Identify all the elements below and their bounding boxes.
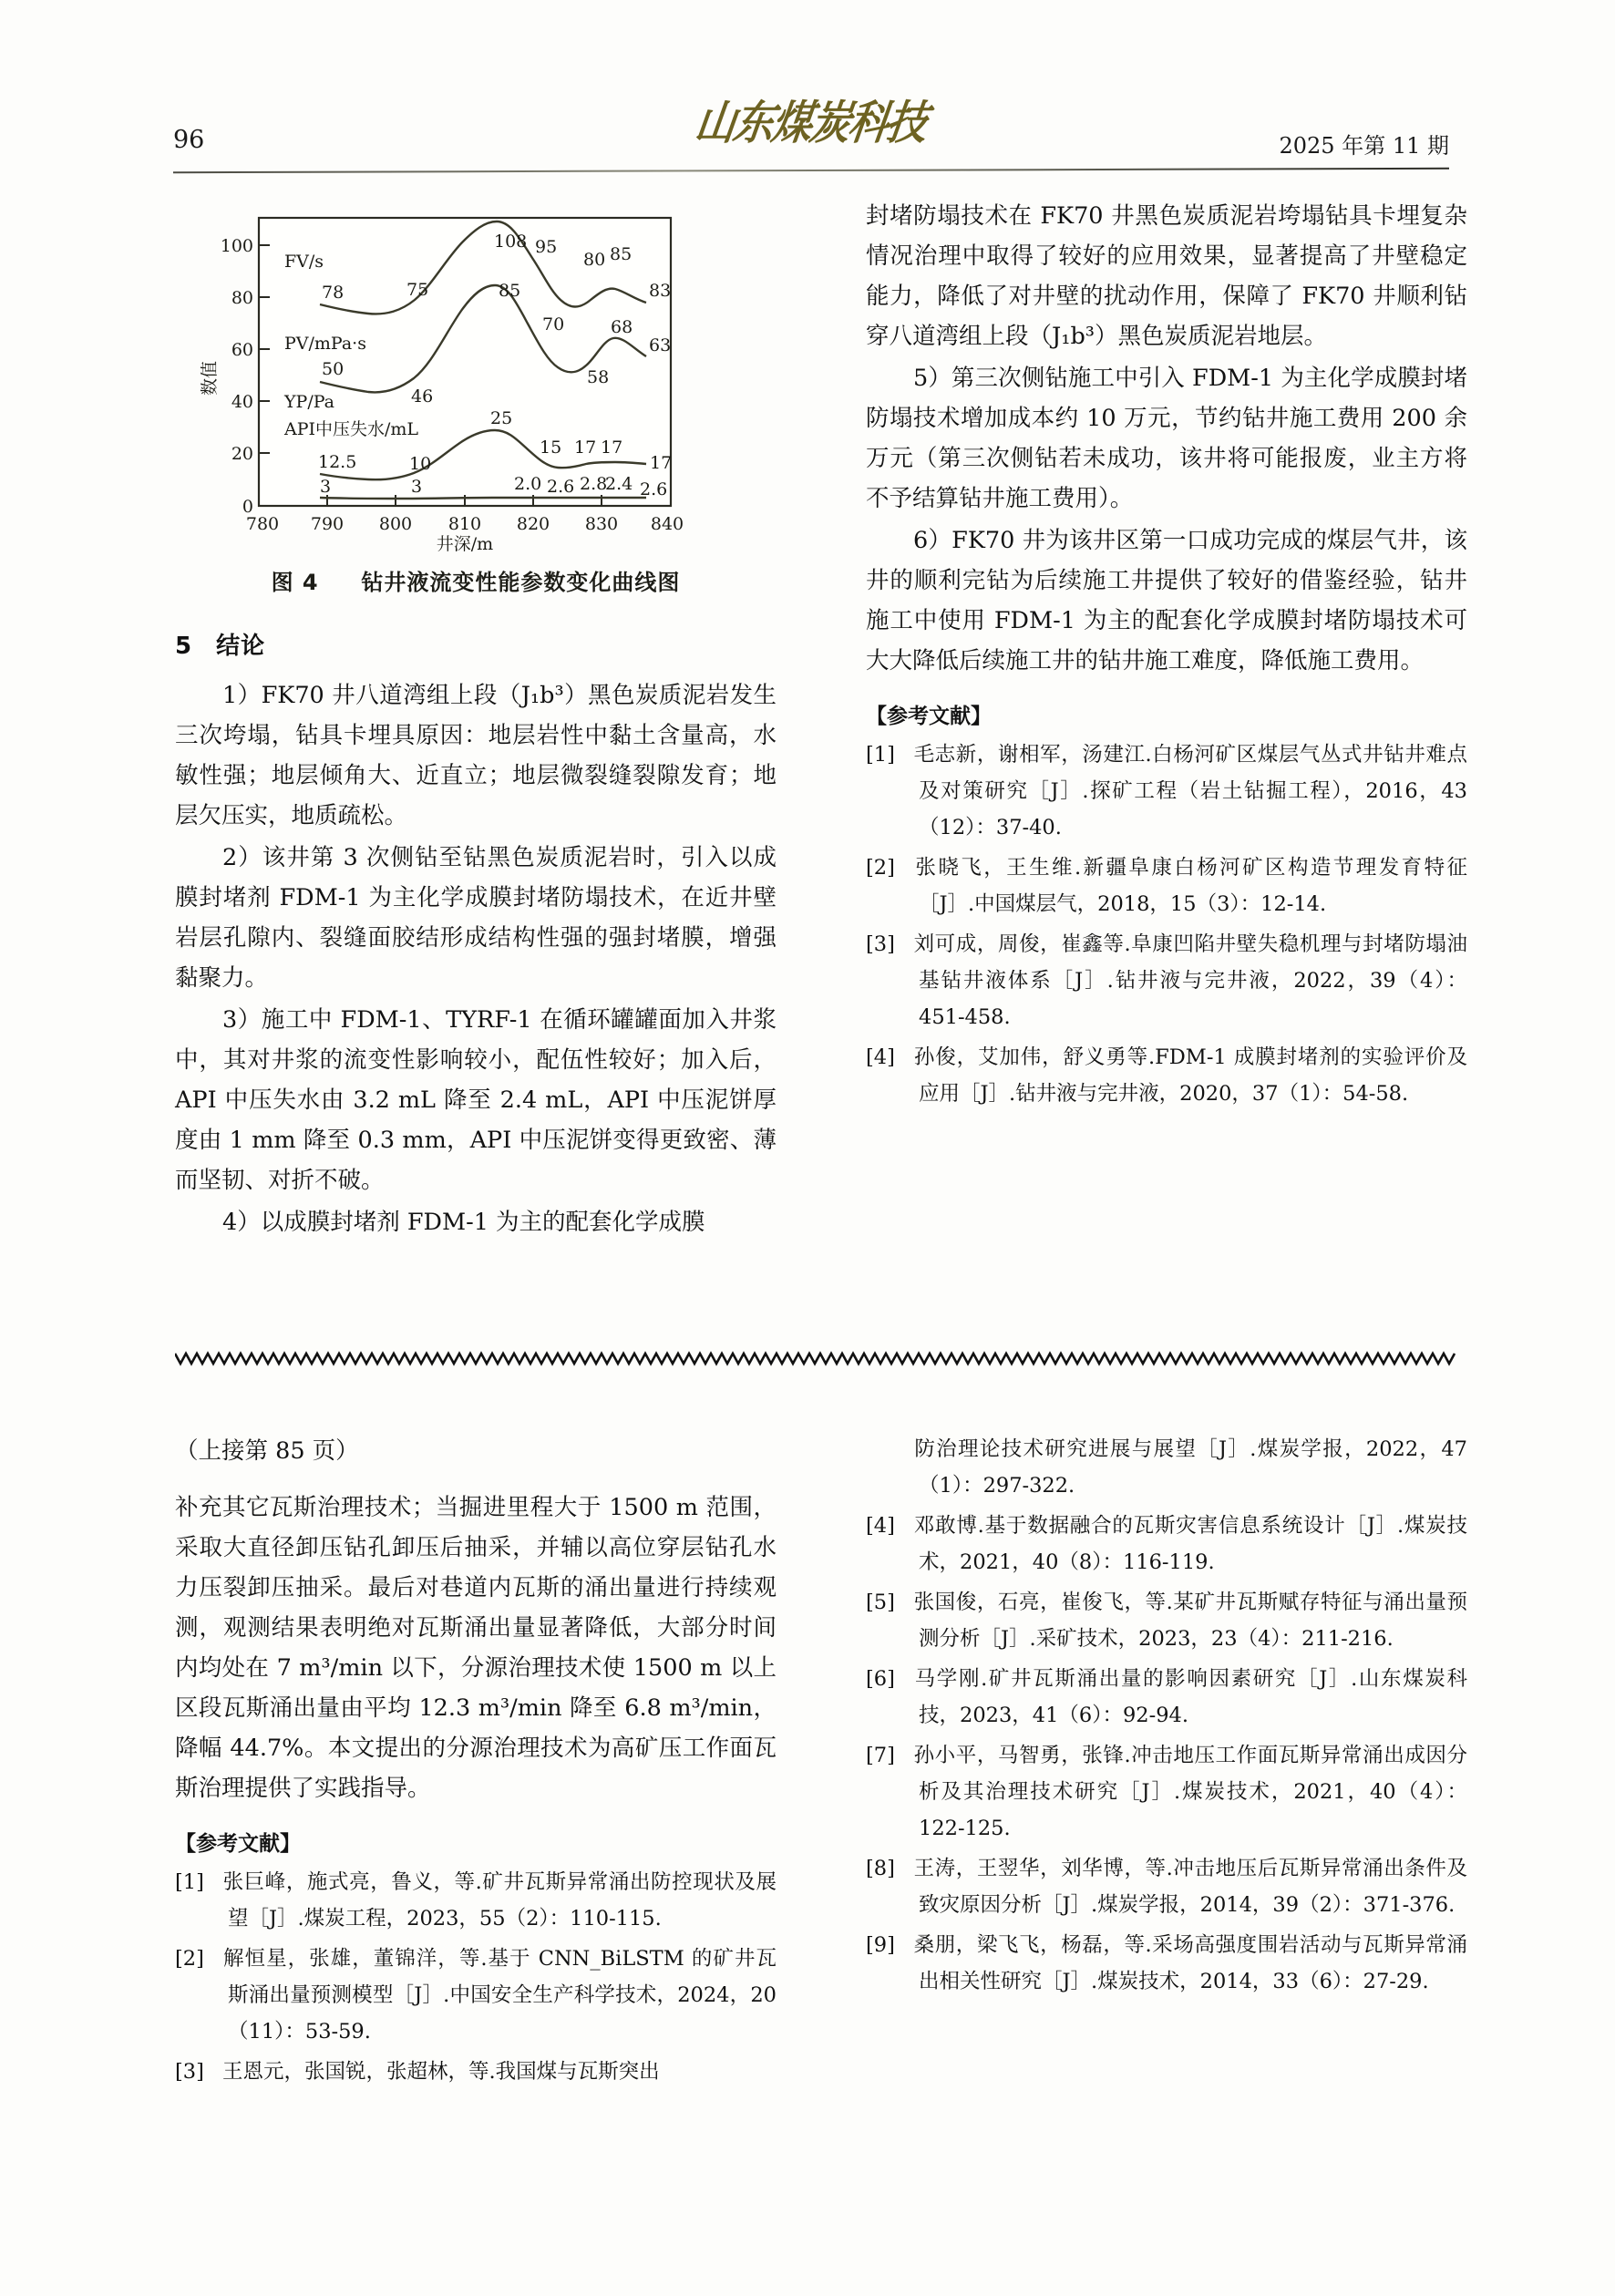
svg-text:25: 25 bbox=[490, 408, 513, 428]
issue-label: 2025 年第 11 期 bbox=[1279, 133, 1449, 159]
reference-item bbox=[866, 1039, 1467, 1112]
series-label-fv: FV/s bbox=[284, 252, 324, 272]
svg-text:63: 63 bbox=[649, 335, 672, 355]
conclusion-paragraph-4: 4）以成膜封堵剂 FDM-1 为主的配套化学成膜 bbox=[222, 1209, 705, 1236]
svg-text:20: 20 bbox=[231, 444, 253, 464]
figure-caption bbox=[175, 564, 777, 596]
section-number: 5 bbox=[175, 633, 193, 660]
reference-text: 孙小平，马智勇，张锋.冲击地压工作面瓦斯异常涌出成因分析及其治理技术研究［J］.煤炭技术，2021，40（4）：122-125. bbox=[913, 1744, 1467, 1840]
svg-text:780: 780 bbox=[245, 514, 280, 534]
svg-text:50: 50 bbox=[322, 359, 345, 379]
reference-item bbox=[175, 2054, 777, 2090]
reference-tag: [2] bbox=[175, 1947, 204, 1971]
svg-text:2.4: 2.4 bbox=[605, 474, 633, 494]
reference-item bbox=[866, 849, 1467, 922]
svg-text:68: 68 bbox=[611, 317, 633, 337]
reference-text: 马学刚.矿井瓦斯涌出量的影响因素研究［J］.山东煤炭科技，2023，41（6）：92-94. bbox=[913, 1667, 1467, 1727]
svg-text:0: 0 bbox=[242, 497, 253, 517]
wavy-section-divider bbox=[175, 1351, 1462, 1371]
svg-text:17: 17 bbox=[601, 438, 623, 458]
svg-text:2.0: 2.0 bbox=[514, 474, 542, 494]
right-paragraph-1: 封堵防塌技术在 FK70 井黑色炭质泥岩垮塌钻具卡埋复杂情况治理中取得了较好的应用效果，显著提高了井壁稳定能力，降低了对井壁的扰动作用，保障了 FK70 井顺利钻穿八道湾组上段（J₁b³）黑色炭质泥岩地层。 bbox=[866, 202, 1467, 350]
journal-title: 山东煤炭科技 bbox=[692, 96, 930, 150]
svg-text:108: 108 bbox=[494, 232, 528, 252]
svg-text:85: 85 bbox=[610, 244, 633, 264]
reference-text: 防治理论技术研究进展与展望［J］.煤炭学报，2022，47（1）：297-322. bbox=[913, 1437, 1467, 1498]
right-column-top bbox=[866, 196, 1467, 1116]
reference-text: 毛志新，谢相军，汤建江.白杨河矿区煤层气丛式井钻井难点及对策研究［J］.探矿工程（岩土钻掘工程），2016，43（12）：37-40. bbox=[913, 743, 1467, 839]
svg-text:2.6: 2.6 bbox=[640, 479, 668, 499]
reference-item bbox=[866, 926, 1467, 1035]
svg-text:17: 17 bbox=[574, 438, 597, 458]
y-axis-title: 数值 bbox=[200, 360, 220, 396]
reference-text: 张晓飞，王生维.新疆阜康白杨河矿区构造节理发育特征［J］.中国煤层气，2018，15（3）：12-14. bbox=[913, 856, 1467, 916]
reference-item bbox=[866, 1737, 1467, 1847]
conclusion-paragraph-3: 3）施工中 FDM-1、TYRF-1 在循环罐罐面加入井浆中，其对井浆的流变性影响较小，配伍性较好；加入后，API 中压失水由 3.2 mL 降至 2.4 mL，API 中压泥饼厚度由 1 mm 降至 0.3 mm，API 中压泥饼变得更致密、薄而坚韧、对折不破。 bbox=[175, 1006, 777, 1194]
section-heading-conclusion bbox=[175, 627, 777, 661]
svg-text:78: 78 bbox=[322, 283, 345, 303]
reference-tag: [7] bbox=[866, 1744, 895, 1767]
svg-text:85: 85 bbox=[499, 281, 521, 301]
reference-text: 邓敢博.基于数据融合的瓦斯灾害信息系统设计［J］.煤炭技术，2021，40（8）：116-119. bbox=[913, 1514, 1467, 1574]
reference-text: 孙俊，艾加伟，舒义勇等.FDM-1 成膜封堵剂的实验评价及应用［J］.钻井液与完井液，2020，37（1）：54-58. bbox=[913, 1045, 1467, 1106]
svg-text:100: 100 bbox=[220, 236, 253, 256]
left-column-bottom bbox=[175, 1431, 777, 2094]
reference-tag: [2] bbox=[866, 856, 895, 880]
svg-text:83: 83 bbox=[649, 281, 672, 301]
reference-tag: [3] bbox=[866, 932, 895, 956]
svg-text:2.6: 2.6 bbox=[547, 477, 575, 497]
svg-text:17: 17 bbox=[650, 453, 673, 473]
svg-text:60: 60 bbox=[231, 340, 253, 360]
svg-text:46: 46 bbox=[411, 386, 434, 407]
reference-tag: [8] bbox=[866, 1857, 895, 1880]
conclusion-paragraph-2: 2）该井第 3 次侧钻至钻黑色炭质泥岩时，引入以成膜封堵剂 FDM-1 为主化学成膜封堵防塌技术，在近井壁岩层孔隙内、裂缝面胶结形成结构性强的强封堵膜，增强黏聚力。 bbox=[175, 844, 777, 992]
reference-tag: [4] bbox=[866, 1514, 895, 1538]
svg-text:40: 40 bbox=[231, 392, 253, 412]
svg-text:840: 840 bbox=[650, 514, 684, 534]
right-paragraph-3: 6）FK70 井为该井区第一口成功完成的煤层气井，该井的顺利完钻为后续施工井提供了较好的借鉴经验，钻井施工中使用 FDM-1 为主的配套化学成膜封堵防塌技术可大大降低后续施工井的钻井施工难度，降低施工费用。 bbox=[866, 527, 1467, 674]
conclusion-paragraph-1: 1）FK70 井八道湾组上段（J₁b³）黑色炭质泥岩发生三次垮塌，钻具卡埋具原因：地层岩性中黏土含量高，水敏性强；地层倾角大、近直立；地层微裂缝裂隙发育；地层欠压实，地质疏松。 bbox=[175, 682, 777, 829]
series-label-pv: PV/mPa·s bbox=[284, 334, 366, 354]
references-heading: 【参考文献】 bbox=[175, 1832, 301, 1856]
reference-tag: [9] bbox=[866, 1933, 895, 1957]
reference-tag: [1] bbox=[866, 743, 895, 767]
series-label-api: API中压失水/mL bbox=[284, 419, 419, 439]
bottom-left-paragraph-1: 补充其它瓦斯治理技术；当掘进里程大于 1500 m 范围，采取大直径卸压钻孔卸压后抽采，并辅以高位穿层钻孔水力压裂卸压抽采。最后对巷道内瓦斯的涌出量进行持续观测，观测结果表明绝对瓦斯涌出量显著降低，大部分时间内均处在 7 m³/min 以下，分源治理技术使 1500 m 以上区段瓦斯涌出量由平均 12.3 m³/min 降至 6.8 m³/min，降幅 44.7%。本文提出的分源治理技术为高矿压工作面瓦斯治理提供了实践指导。 bbox=[175, 1494, 777, 1802]
svg-text:800: 800 bbox=[378, 514, 413, 534]
reference-item bbox=[866, 1508, 1467, 1580]
svg-text:80: 80 bbox=[583, 250, 606, 270]
rheology-line-chart bbox=[193, 205, 704, 551]
svg-text:10: 10 bbox=[409, 454, 432, 474]
reference-item bbox=[175, 1864, 777, 1937]
svg-text:95: 95 bbox=[535, 237, 558, 257]
reference-tag: [3] bbox=[175, 2060, 204, 2084]
figure-caption-text: 钻井液流变性能参数变化曲线图 bbox=[361, 570, 681, 595]
figure-4-chart bbox=[193, 205, 704, 551]
references-heading: 【参考文献】 bbox=[866, 705, 992, 728]
reference-tag: [5] bbox=[866, 1591, 895, 1614]
svg-text:70: 70 bbox=[542, 314, 565, 335]
reference-tag: [6] bbox=[866, 1667, 895, 1691]
svg-text:3: 3 bbox=[411, 477, 423, 497]
reference-item bbox=[866, 1584, 1467, 1657]
reference-text: 桑朋，梁飞飞，杨磊，等.采场高强度围岩活动与瓦斯异常涌出相关性研究［J］.煤炭技术，2014，33（6）：27-29. bbox=[913, 1933, 1467, 1993]
reference-item bbox=[866, 1431, 1467, 1504]
svg-text:58: 58 bbox=[587, 367, 610, 387]
reference-text: 张巨峰，施式亮，鲁义，等.矿井瓦斯异常涌出防控现状及展望［J］.煤炭工程，2023，55（2）：110-115. bbox=[222, 1870, 777, 1930]
svg-text:2.8: 2.8 bbox=[580, 474, 608, 494]
x-axis-title: 井深/m bbox=[436, 534, 494, 551]
wavy-divider-svg bbox=[175, 1351, 1462, 1371]
reference-text: 王恩元，张国锐，张超林，等.我国煤与瓦斯突出 bbox=[222, 2060, 660, 2084]
svg-text:790: 790 bbox=[310, 514, 345, 534]
reference-item bbox=[866, 736, 1467, 846]
svg-text:75: 75 bbox=[406, 280, 429, 300]
reference-text: 张国俊，石亮，崔俊飞，等.某矿井瓦斯赋存特征与涌出量预测分析［J］.采矿技术，2023，23（4）：211-216. bbox=[913, 1591, 1467, 1651]
reference-tag: [4] bbox=[866, 1045, 895, 1069]
svg-text:15: 15 bbox=[540, 438, 562, 458]
reference-tag: [1] bbox=[175, 1870, 204, 1894]
svg-text:12.5: 12.5 bbox=[318, 452, 357, 472]
svg-text:80: 80 bbox=[231, 288, 253, 308]
figure-caption-label: 图 4 bbox=[271, 570, 319, 595]
left-column-top bbox=[175, 196, 777, 1244]
page-header bbox=[173, 96, 1449, 173]
right-paragraph-2: 5）第三次侧钻施工中引入 FDM-1 为主化学成膜封堵防塌技术增加成本约 10 万元，节约钻井施工费用 200 余万元（第三次侧钻若未成功，该井将可能报废，业主方将不予结算钻井施工费用）。 bbox=[866, 365, 1467, 512]
svg-text:830: 830 bbox=[584, 514, 619, 534]
series-label-yp: YP/Pa bbox=[284, 392, 334, 412]
reference-text: 王涛，王翌华，刘华博，等.冲击地压后瓦斯异常涌出条件及致灾原因分析［J］.煤炭学报，2014，39（2）：371-376. bbox=[913, 1857, 1467, 1917]
right-column-bottom bbox=[866, 1431, 1467, 2003]
api-curve bbox=[320, 498, 646, 499]
svg-text:3: 3 bbox=[320, 477, 332, 497]
svg-text:820: 820 bbox=[516, 514, 550, 534]
svg-text:810: 810 bbox=[447, 514, 482, 534]
section-title: 结论 bbox=[216, 633, 266, 660]
reference-text: 解恒星，张雄，董锦洋，等.基于 CNN_BiLSTM 的矿井瓦斯涌出量预测模型［J］.中国安全生产科学技术，2024，20（11）：53-59. bbox=[222, 1947, 777, 2044]
page-number: 96 bbox=[173, 126, 205, 154]
continuation-note: （上接第 85 页） bbox=[175, 1437, 359, 1465]
reference-item bbox=[866, 1850, 1467, 1923]
reference-item bbox=[175, 1941, 777, 2050]
reference-item bbox=[866, 1927, 1467, 2000]
reference-text: 刘可成，周俊，崔鑫等.阜康凹陷井壁失稳机理与封堵防塌油基钻井液体系［J］.钻井液与完井液，2022，39（4）：451-458. bbox=[913, 932, 1467, 1029]
reference-item bbox=[866, 1661, 1467, 1734]
